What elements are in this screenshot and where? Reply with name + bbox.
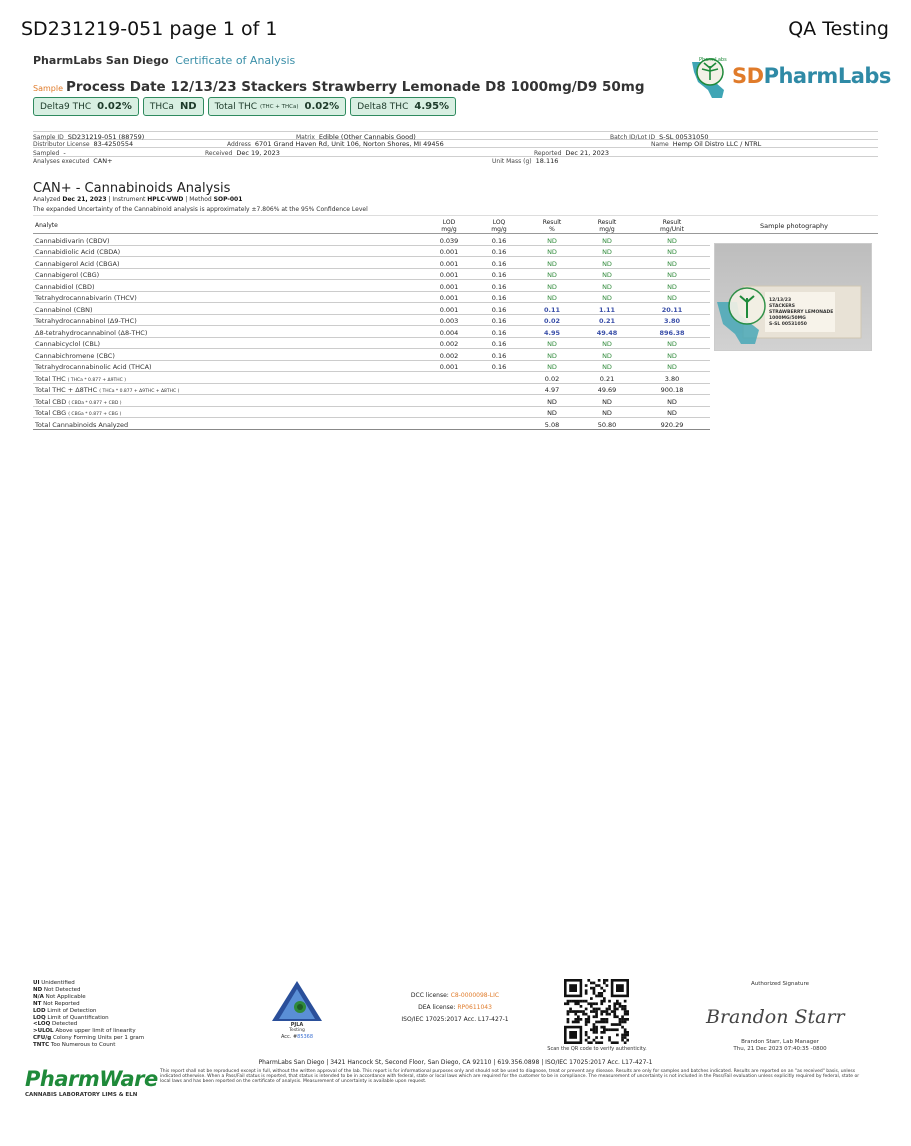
cannabinoid-table	[33, 215, 710, 430]
pjla-acc-label: Acc. #	[280, 1034, 298, 1040]
lod-value: 0.003	[439, 317, 459, 325]
result-pct: ND	[547, 282, 557, 291]
legend-item	[33, 987, 144, 994]
result-pct: ND	[547, 236, 557, 245]
instrument-label: Instrument	[112, 196, 146, 203]
signature-script: Brandon Starr	[706, 1006, 845, 1028]
pjla-acc-number: 85368	[297, 1034, 314, 1040]
meta-label: Distributor License	[33, 141, 90, 148]
badge-value: 0.02%	[304, 101, 340, 112]
lod-value: 0.039	[439, 236, 459, 245]
meta-row	[33, 157, 878, 166]
total-mgg: 0.21	[599, 374, 615, 383]
table-row	[33, 269, 710, 281]
pjla-acc	[270, 1034, 324, 1040]
total-name	[35, 421, 128, 429]
meta-value: SD231219-051 (88759)	[67, 132, 145, 141]
header-label: LOQ	[492, 219, 506, 226]
badge-value: ND	[179, 101, 197, 112]
total-formula: ( CBGa * 0.877 + CBG )	[68, 412, 122, 417]
legend-key: <LOQ	[33, 1021, 51, 1028]
legend-value: Not Reported	[41, 1000, 80, 1007]
badge-label: Delta9 THC	[40, 101, 92, 112]
result-pct: 4.95	[543, 328, 561, 337]
result-mgu: 896.38	[659, 328, 685, 337]
badge-label: THCa	[149, 101, 174, 112]
header-result-pct	[536, 219, 568, 233]
meta-row	[33, 131, 878, 140]
total-mgg: ND	[602, 397, 612, 406]
header-unit: mg/Unit	[660, 226, 684, 233]
pharmware-logo	[25, 1067, 158, 1103]
analyte-name: Cannabidiol (CBD)	[35, 282, 95, 291]
table-row	[33, 292, 710, 304]
analyte-name: Δ8-tetrahydrocannabinol (Δ8-THC)	[35, 328, 148, 337]
badge-total-thc	[208, 97, 347, 116]
method-value: SOP-001	[213, 196, 243, 203]
meta-analyses	[33, 157, 113, 165]
badge-delta9-thc	[33, 97, 139, 116]
photo-label-line: STRAWBERRY LEMONADE	[769, 310, 834, 315]
header-loq	[483, 219, 515, 233]
meta-row	[33, 140, 878, 149]
result-mgg: 0.21	[598, 317, 616, 325]
meta-client-name	[651, 140, 761, 148]
result-pct: ND	[547, 363, 557, 371]
header-result-mgg	[591, 219, 623, 233]
badge-value: 4.95%	[414, 101, 450, 112]
pjla-name: PJLA	[290, 1022, 304, 1028]
lod-value: 0.004	[439, 328, 459, 337]
result-mgu: ND	[667, 236, 677, 245]
total-mgg: 50.80	[597, 420, 617, 429]
total-pct: 5.08	[544, 420, 560, 429]
pjla-badge	[270, 979, 326, 1043]
badge-sub: (THC + THCa)	[260, 103, 299, 110]
pjla-triangle-icon	[270, 979, 324, 1023]
table-row	[33, 280, 710, 292]
total-mgu: 900.18	[660, 386, 684, 394]
sample-meta	[33, 131, 878, 165]
meta-label: Analyses executed	[33, 158, 90, 165]
table-header	[33, 215, 710, 234]
legend-value: Limit of Detection	[45, 1007, 97, 1014]
result-mgg: ND	[602, 248, 612, 256]
method-label: Method	[189, 196, 212, 203]
result-mgg: ND	[602, 271, 612, 279]
table-row	[33, 234, 710, 246]
qr-pattern	[564, 979, 629, 1044]
lod-value: 0.002	[439, 351, 459, 360]
lod-value: 0.001	[439, 294, 459, 302]
doc-type: Certificate of Analysis	[175, 54, 296, 67]
analyte-name: Cannabidivarin (CBDV)	[35, 236, 110, 245]
dea-license	[380, 1002, 530, 1014]
result-mgu: ND	[667, 340, 677, 348]
legend-item	[33, 1008, 144, 1015]
total-mgu: 920.29	[660, 420, 684, 429]
total-label: Total Cannabinoids Analyzed	[35, 420, 129, 429]
legend-item	[33, 994, 144, 1001]
table-row	[33, 246, 710, 258]
legend-item	[33, 1015, 144, 1022]
result-mgg: ND	[602, 351, 612, 360]
photo-label-text	[769, 298, 833, 328]
result-mgu: ND	[667, 294, 677, 302]
legend-key: UI	[33, 980, 40, 986]
meta-value: 6701 Grand Haven Rd, Unit 106, Norton Shores, MI 49456	[254, 140, 444, 148]
analyte-name: Tetrahydrocannabivarin (THCV)	[35, 294, 137, 302]
result-pct: 0.11	[543, 305, 561, 314]
result-pct: ND	[547, 271, 557, 279]
meta-received	[205, 149, 280, 157]
total-row	[33, 372, 710, 384]
meta-value: Edible (Other Cannabis Good)	[318, 132, 416, 141]
total-formula: ( CBDa * 0.877 + CBD )	[68, 400, 122, 406]
total-pct: ND	[547, 409, 557, 417]
loq-value: 0.16	[491, 340, 507, 348]
meta-label: Received	[205, 149, 233, 157]
result-mgg: ND	[602, 282, 612, 291]
lod-value: 0.002	[439, 340, 459, 348]
analyte-name: Cannabigerol (CBG)	[35, 271, 100, 279]
loq-value: 0.16	[491, 248, 507, 256]
analysis-info: Analyzed Dec 21, 2023 | Instrument HPLC-VWD | Method SOP-001	[33, 196, 243, 203]
table-row	[33, 349, 710, 361]
legend-item	[33, 1028, 144, 1035]
legend-item	[33, 1001, 144, 1008]
total-pct: ND	[547, 397, 557, 406]
result-mgu: ND	[667, 363, 677, 371]
licenses	[380, 990, 530, 1026]
header-unit: mg/g	[599, 226, 615, 233]
meta-label: Sample ID	[33, 133, 64, 141]
logo-mark-text: PharmLabs	[699, 57, 727, 63]
analyte-name: Cannabichromene (CBC)	[35, 351, 115, 360]
legend-key: NT	[33, 1000, 42, 1007]
total-row	[33, 418, 710, 430]
sample-photo	[714, 243, 872, 351]
header-lod	[433, 219, 465, 233]
total-mgg: 49.69	[597, 386, 617, 394]
sample-name: Process Date 12/13/23 Stackers Strawberry Lemonade D8 1000mg/D9 50mg	[66, 79, 645, 95]
table-row	[33, 326, 710, 338]
total-name	[35, 375, 126, 383]
loq-value: 0.16	[491, 317, 507, 325]
header-unit: mg/g	[491, 226, 507, 233]
result-mgg: 1.11	[598, 305, 616, 314]
result-mgu: ND	[667, 248, 677, 256]
meta-value: Hemp Oil Distro LLC / NTRL	[672, 140, 762, 148]
section-title: CAN+ - Cannabinoids Analysis	[33, 181, 231, 196]
pharmware-tagline: CANNABIS LABORATORY LIMS & ELN	[25, 1092, 138, 1098]
table-row	[33, 303, 710, 315]
legend-item	[33, 1035, 144, 1042]
loq-value: 0.16	[491, 259, 507, 268]
dcc-value: C8-0000098-LIC	[450, 992, 500, 999]
total-label: Total THC + Δ8THC	[35, 386, 100, 394]
total-label: Total CBD	[35, 397, 69, 406]
header-label: LOD	[442, 219, 456, 226]
meta-label: Unit Mass (g)	[492, 158, 532, 165]
signature-label: Authorized Signature	[750, 981, 810, 987]
total-label: Total CBG	[35, 409, 69, 417]
total-pct: 0.02	[544, 374, 560, 383]
dcc-license	[380, 990, 530, 1002]
result-pct: ND	[547, 259, 557, 268]
signer-name: Brandon Starr, Lab Manager	[741, 1039, 819, 1045]
meta-value: 18.116	[535, 157, 559, 165]
meta-label: Sampled	[33, 149, 60, 157]
result-mgg: ND	[602, 340, 612, 348]
total-row	[33, 395, 710, 407]
legend-item	[33, 1042, 144, 1049]
legend-value: Not Applicable	[43, 993, 86, 1000]
verification-qr-code[interactable]	[564, 979, 629, 1044]
loq-value: 0.16	[491, 363, 507, 371]
header-analyte: Analyte	[35, 222, 58, 229]
legend-key: N/A	[33, 993, 44, 1000]
analyzed-label: Analyzed	[33, 196, 61, 203]
legend-value: Unidentified	[39, 980, 75, 986]
total-name	[35, 386, 179, 394]
meta-label: Matrix	[296, 133, 315, 141]
iso-accreditation: ISO/IEC 17025:2017 Acc. L17-427-1	[401, 1016, 509, 1023]
sdpharmlabs-logo	[686, 54, 891, 104]
total-mgu: ND	[667, 409, 677, 417]
summary-badges	[33, 97, 456, 116]
logo-wordmark	[732, 64, 891, 88]
loq-value: 0.16	[491, 294, 507, 302]
analyte-name: Cannabidiolic Acid (CBDA)	[35, 248, 121, 256]
total-mgu: 3.80	[664, 374, 680, 383]
result-pct: 0.02	[543, 317, 561, 325]
loq-value: 0.16	[491, 236, 507, 245]
legend-value: Colony Forming Units per 1 gram	[51, 1035, 145, 1042]
logo-pharmlabs: PharmLabs	[763, 64, 891, 88]
result-mgu: 20.11	[661, 305, 683, 314]
result-pct: ND	[547, 248, 557, 256]
total-row	[33, 384, 710, 396]
meta-value: CAN+	[93, 157, 113, 165]
badge-label: Total THC	[214, 101, 258, 112]
result-mgg: ND	[602, 294, 612, 302]
legend-key: >ULOL	[33, 1028, 54, 1035]
meta-address	[227, 140, 444, 148]
legend-key: ND	[33, 986, 43, 993]
analyte-name: Cannabicyclol (CBL)	[35, 340, 101, 348]
meta-value: Dec 19, 2023	[236, 148, 280, 157]
lab-line	[33, 54, 295, 67]
legend-value: Detected	[50, 1021, 78, 1028]
meta-label: Batch ID/Lot ID	[610, 133, 656, 141]
result-mgu: ND	[667, 351, 677, 360]
analyte-name: Cannabinol (CBN)	[35, 305, 93, 314]
photo-header: Sample photography	[710, 215, 878, 234]
total-label: Total THC	[35, 374, 68, 383]
meta-distributor	[33, 140, 133, 148]
total-mgg: ND	[602, 409, 612, 417]
total-name	[35, 398, 121, 406]
header-unit: mg/g	[441, 226, 457, 233]
result-mgg: 49.48	[596, 328, 618, 337]
sample-title	[33, 76, 673, 95]
footer-address: PharmLabs San Diego | 3421 Hancock St, Second Floor, San Diego, CA 92110 | 619.356.0898 | ISO/IEC 17025:2017 Acc. L17-427-1	[258, 1059, 653, 1066]
total-name	[35, 409, 121, 417]
uncertainty-note: The expanded Uncertainty of the Cannabinoid analysis is approximately ±7.806% at the 95% Confidence Level	[33, 206, 368, 213]
meta-reported	[534, 149, 609, 157]
meta-value: S-SL 00531050	[659, 132, 709, 141]
total-formula: ( THCa * 0.877 + Δ9THC + Δ8THC )	[99, 389, 180, 394]
result-mgg: ND	[602, 259, 612, 268]
abbreviation-legend	[33, 980, 144, 1049]
legend-value: Too Numerous to Count	[49, 1042, 116, 1049]
sample-tag: Sample	[33, 84, 63, 93]
signature-date: Thu, 21 Dec 2023 07:40:35 -0800	[733, 1045, 827, 1052]
legend-key: CFU/g	[33, 1035, 52, 1042]
badge-thca	[143, 97, 204, 116]
qa-testing-label: QA Testing	[788, 18, 889, 40]
meta-value: 83-4250554	[93, 140, 134, 148]
loq-value: 0.16	[491, 305, 507, 314]
photo-label-line: 12/13/23	[769, 298, 792, 303]
total-row	[33, 407, 710, 419]
badge-delta8-thc	[350, 97, 456, 116]
loq-value: 0.16	[491, 328, 507, 337]
legal-disclaimer: This report shall not be reproduced except in full, without the written approval of the lab. This report is for informational purposes only and should not be used to diagnose, treat or prevent any disease. Results are only for samples and batches indicated. Results are reported on an "as received" basis, unless indicated otherwise. When a Pass/Fail status is reported, that status is intended to be in accordance with federal, state or local laws which are required for the customer to be in compliance. The measurement of uncertainty is not included in the Pass/Fail evaluation unless explicitly required by federal, state or local laws and has been reported on the certificate of analysis. Measurement of uncertainty is available upon request.	[160, 1069, 860, 1084]
total-mgu: ND	[667, 397, 677, 406]
table-row	[33, 361, 710, 373]
header-label: Result	[662, 219, 682, 226]
meta-value: Dec 21, 2023	[565, 148, 609, 157]
photo-label-line: 1000MG/50MG	[769, 316, 806, 321]
photo-label-line: STACKERS	[769, 304, 796, 309]
legend-key: LOQ	[33, 1014, 46, 1021]
table-row	[33, 338, 710, 350]
loq-value: 0.16	[491, 351, 507, 360]
photo-label-line: S-SL 00531050	[769, 322, 807, 327]
meta-unit-mass	[492, 157, 558, 165]
table-row	[33, 315, 710, 327]
dcc-label: DCC license:	[410, 992, 449, 999]
meta-label: Address	[227, 141, 251, 148]
header-label: Result	[597, 219, 617, 226]
badge-label: Delta8 THC	[357, 101, 409, 112]
page-header	[0, 18, 911, 44]
lab-name: PharmLabs San Diego	[33, 54, 169, 67]
instrument-value: HPLC-VWD	[147, 196, 184, 203]
result-pct: ND	[547, 294, 557, 302]
result-mgu: 3.80	[663, 317, 681, 325]
california-map-icon	[686, 54, 736, 104]
lod-value: 0.001	[439, 305, 459, 314]
result-pct: ND	[547, 351, 557, 360]
total-pct: 4.97	[544, 386, 560, 394]
header-label: Result	[542, 219, 562, 226]
meta-label: Reported	[534, 149, 562, 157]
pjla-sub: Testing	[289, 1028, 305, 1033]
table-row	[33, 257, 710, 269]
header-unit: %	[549, 226, 555, 233]
dea-label: DEA license:	[418, 1004, 456, 1011]
loq-value: 0.16	[491, 271, 507, 279]
lod-value: 0.001	[439, 259, 459, 268]
meta-row	[33, 148, 878, 157]
result-mgu: ND	[667, 282, 677, 291]
analyte-name: Tetrahydrocannabinol (Δ9-THC)	[35, 317, 137, 325]
legend-item	[33, 980, 144, 987]
handwritten-signature	[704, 995, 856, 1035]
header-result-mgu	[654, 219, 690, 233]
legend-key: TNTC	[33, 1042, 50, 1049]
qr-caption: Scan the QR code to verify authenticity.	[547, 1046, 647, 1052]
analyzed-date: Dec 21, 2023	[62, 196, 107, 203]
analyte-name: Cannabigerol Acid (CBGA)	[35, 259, 120, 268]
result-mgg: ND	[602, 363, 612, 371]
lod-value: 0.001	[439, 248, 459, 256]
dea-value: RP0611043	[457, 1004, 492, 1011]
result-mgu: ND	[667, 259, 677, 268]
badge-value: 0.02%	[97, 101, 132, 112]
meta-value: -	[63, 148, 66, 157]
meta-sampled	[33, 149, 66, 157]
legend-value: Above upper limit of linearity	[53, 1028, 136, 1035]
legend-value: Limit of Quantification	[45, 1014, 109, 1021]
meta-label: Name	[651, 141, 669, 148]
loq-value: 0.16	[491, 282, 507, 291]
legend-item	[33, 1021, 144, 1028]
analyte-name: Tetrahydrocannabinolic Acid (THCA)	[35, 363, 152, 371]
signer-info	[700, 1039, 860, 1052]
lod-value: 0.001	[439, 363, 459, 371]
total-formula: ( THCa * 0.877 + Δ9THC )	[67, 377, 126, 383]
report-id-page: SD231219-051 page 1 of 1	[21, 18, 278, 40]
lod-value: 0.001	[439, 271, 459, 279]
result-pct: ND	[547, 340, 557, 348]
logo-sd: SD	[732, 64, 764, 88]
pharmware-wordmark: PharmWare	[25, 1067, 158, 1091]
result-mgu: ND	[667, 271, 677, 279]
result-mgg: ND	[602, 236, 612, 245]
legend-key: LOD	[33, 1007, 46, 1014]
legend-value: Not Detected	[42, 986, 81, 993]
lod-value: 0.001	[439, 282, 459, 291]
